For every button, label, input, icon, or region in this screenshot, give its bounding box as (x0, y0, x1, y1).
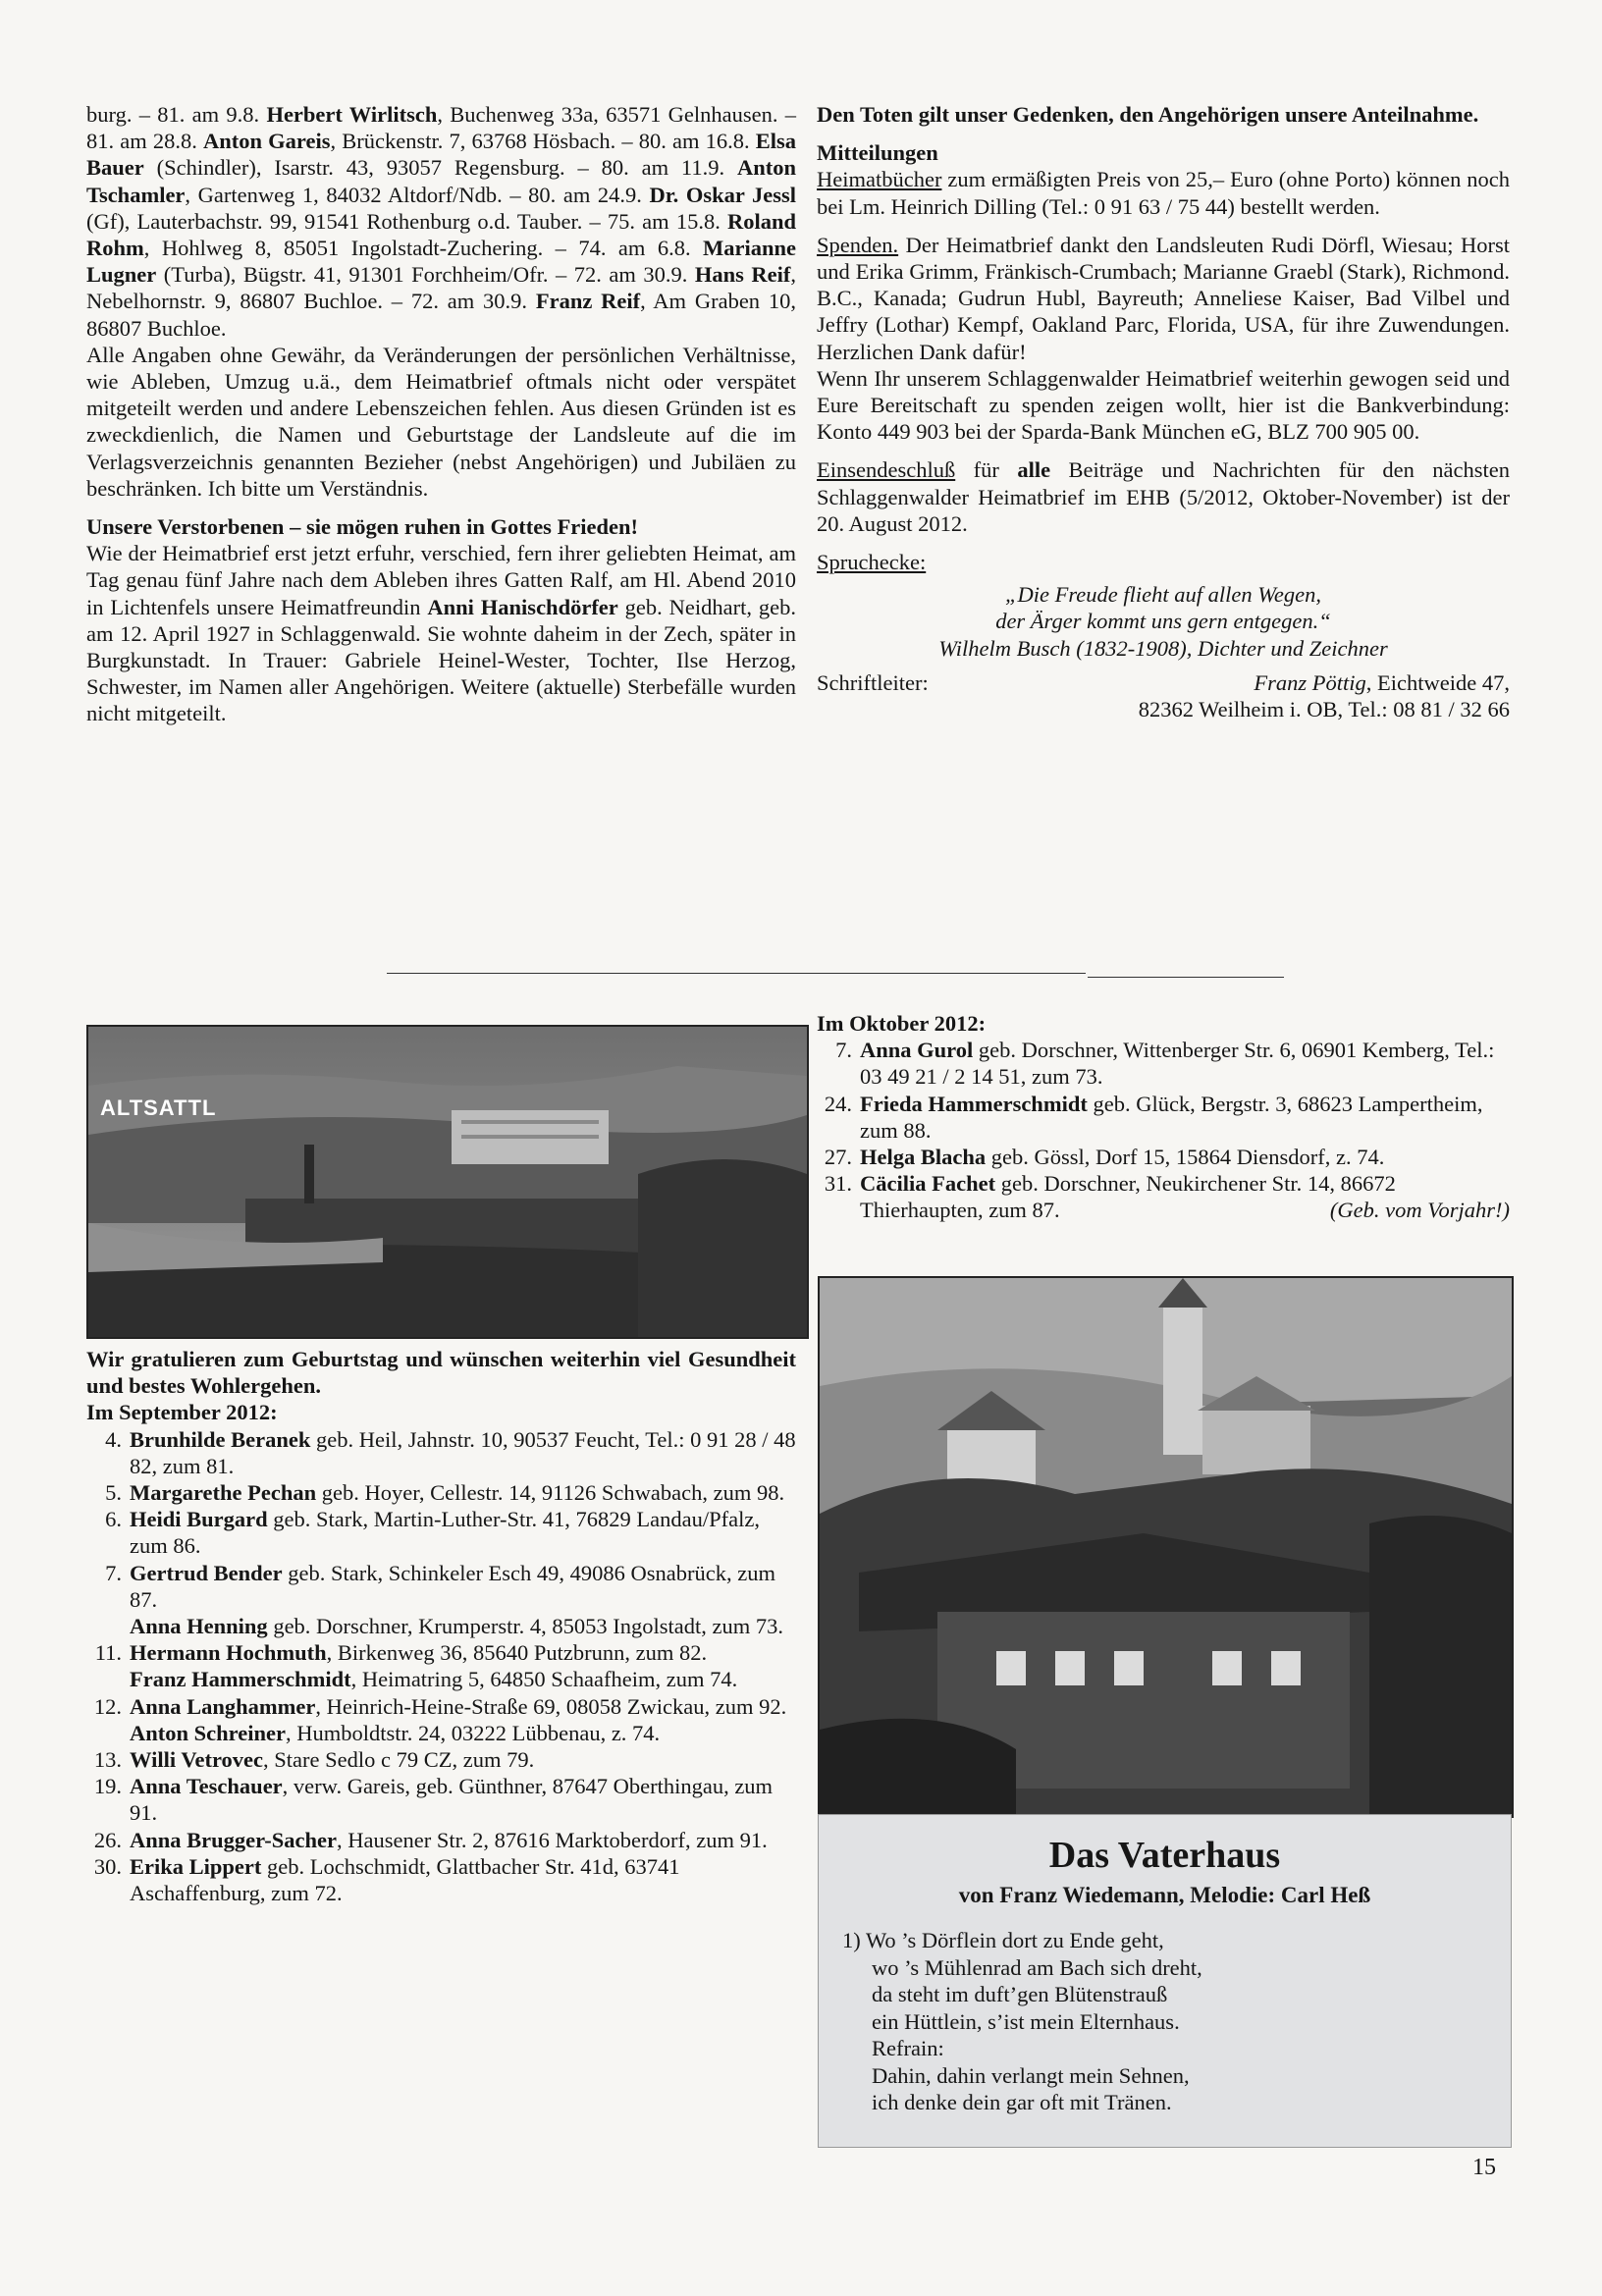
birthday-entry (817, 1091, 1510, 1144)
entry-details: , verw. Gareis, geb. Günthner, 87647 Oberthingau, zum 91. (130, 1774, 774, 1826)
birthday-entry (86, 1479, 796, 1506)
entry-name: Franz Hammerschmidt (130, 1667, 351, 1692)
birthdays-september (86, 1346, 796, 1906)
entry-details: , Stare Sedlo c 79 CZ, zum 79. (263, 1747, 535, 1773)
entry-details: geb. Lochschmidt, Glattbacher Str. 41d, 63741 Aschaffenburg, zum 72. (130, 1853, 680, 1906)
entry-name: Anna Gurol (860, 1038, 974, 1063)
september-list (86, 1426, 796, 1907)
entry-day: 12. (93, 1693, 122, 1719)
entry-name: Anna Langhammer (130, 1693, 316, 1719)
entry-day: 19. (93, 1774, 122, 1799)
entry-name: Erika Lippert (130, 1853, 262, 1879)
deceased-name: Anni Hanischdörfer (427, 594, 618, 619)
left-column-top (86, 101, 796, 727)
entry-name: Anna Teschauer (130, 1774, 283, 1799)
entry-name: Willi Vetrovec (130, 1747, 264, 1773)
refrain-line: Dahin, dahin verlangt mein Sehnen, (872, 2062, 1190, 2088)
previous-year-note: (Geb. vom Vorjahr!) (1329, 1198, 1510, 1223)
church-photo (818, 1276, 1514, 1818)
birthday-entry (86, 1720, 796, 1746)
entry-details: , Heimatring 5, 64850 Schaafheim, zum 74. (350, 1667, 738, 1692)
separator-rule-right (1088, 977, 1284, 978)
refrain-line: ich denke dein gar oft mit Tränen. (872, 2090, 1172, 2114)
entry-day: 26. (93, 1827, 122, 1852)
entry-day: 27. (824, 1145, 852, 1170)
entry-name: Gertrud Bender (130, 1560, 283, 1585)
birthday-entry (86, 1773, 796, 1826)
quote-line-2: der Ärger kommt uns gern entgegen.“ (995, 609, 1331, 634)
birthday-entry (86, 1666, 796, 1692)
editor-name: Franz Pöttig (1254, 669, 1366, 695)
verse-number: 1) (842, 1928, 861, 1952)
entry-details: , Heinrich-Heine-Straße 69, 08058 Zwickau, zum 92. (315, 1693, 787, 1719)
verse-line: ein Hüttlein, s’ist mein Elternhaus. (872, 2008, 1180, 2034)
birthdays-october (817, 1010, 1510, 1224)
entry-name: Helga Blacha (860, 1145, 987, 1170)
birthday-entry (86, 1426, 796, 1479)
entry-name: Frieda Hammerschmidt (860, 1091, 1088, 1116)
deceased-heading: Unsere Verstorbenen – sie mögen ruhen in Gottes Frieden! (86, 514, 639, 540)
entry-details: geb. Dorschner, Neukirchener Str. 14, 86672 Thierhaupten, zum 87. (860, 1171, 1396, 1223)
entry-details: geb. Glück, Bergstr. 3, 68623 Lampertheim, zum 88. (860, 1091, 1483, 1143)
church-photo-image (820, 1278, 1512, 1816)
entry-details: geb. Stark, Schinkeler Esch 49, 49086 Osnabrück, zum 87. (130, 1560, 776, 1612)
entry-details: geb. Hoyer, Cellestr. 14, 91126 Schwabach, zum 98. (316, 1480, 785, 1506)
donations-notice: Spenden. Der Heimatbrief dankt den Landsleuten Rudi Dörfl, Wiesau; Horst und Erika Grimm, Fränkisch-Crumbach; Marianne Graebl (Stark), Richmond. B.C., Kanada; Gudrun Hubl, Bayreuth; Anneliese Kaiser, Bad Vilbel und Jeffry (Lothar) Kempf, Oakland Parc, Florida, USA, für ihre Zuwendungen. Herzlichen Dank dafür! (817, 232, 1510, 364)
birthday-entry (86, 1693, 796, 1720)
entry-details: geb. Stark, Martin-Luther-Str. 41, 76829 Landau/Pfalz, zum 86. (130, 1507, 760, 1559)
birthday-entry (86, 1639, 796, 1666)
altsattl-photo-image (88, 1027, 807, 1337)
entry-name: Heidi Burgard (130, 1507, 268, 1532)
notices-heading: Mitteilungen (817, 140, 938, 166)
right-column-top (817, 101, 1510, 722)
entry-details: , Birkenweg 36, 85640 Putzbrunn, zum 82. (326, 1640, 708, 1666)
editor-line: Schriftleiter: Franz Pöttig, Eichtweide 47, (817, 669, 1510, 695)
entry-details: geb. Heil, Jahnstr. 10, 90537 Feucht, Tel.: 0 91 28 / 48 82, zum 81. (130, 1426, 796, 1478)
entry-day: 11. (94, 1640, 122, 1666)
entry-day: 31. (824, 1171, 852, 1197)
entry-day: 24. (824, 1091, 852, 1116)
birthday-entry (86, 1613, 796, 1639)
entry-name: Anna Henning (130, 1614, 268, 1639)
song-verse (819, 1927, 1511, 2116)
separator-rule-left (387, 973, 1086, 974)
deceased-text: Wie der Heimatbrief erst jetzt erfuhr, verschied, fern ihrer geliebten Heimat, am Tag genau fünf Jahre nach dem Ableben ihres Gatten Ralf, am Hl. Abend 2010 in Lichtenfels unsere Heimatfreundin Anni Hanischdörfer geb. Neidhart, geb. am 12. April 1927 in Schlaggenwald. Sie wohnte daheim in der Zech, später in Burgkunstadt. In Trauer: Gabriele Heinel-Wester, Tochter, Ilse Herzog, Schwester, im Namen aller Angehörigen. Weitere (aktuelle) Sterbefälle wurden nicht mitgeteilt. (86, 541, 796, 726)
birthday-entry (86, 1506, 796, 1559)
entry-details: geb. Gössl, Dorf 15, 15864 Diensdorf, z. 74. (986, 1145, 1385, 1170)
birthday-entry (817, 1037, 1510, 1090)
birthday-entry (86, 1746, 796, 1773)
entry-details: , Hausener Str. 2, 87616 Marktoberdorf, zum 91. (337, 1827, 768, 1852)
page-number: 15 (1472, 2155, 1496, 2180)
birthday-entry (817, 1144, 1510, 1170)
birthday-entry (86, 1827, 796, 1853)
song-subtitle: von Franz Wiedemann, Melodie: Carl Heß (958, 1883, 1371, 1907)
vaterhaus-song-box (818, 1814, 1512, 2148)
quote-label: Spruchecke: (817, 550, 927, 575)
verse-line: da steht im duft’gen Blütenstrauß (872, 1982, 1168, 2006)
month-september: Im September 2012: (86, 1400, 278, 1425)
entry-details: geb. Dorschner, Krumperstr. 4, 85053 Ingolstadt, zum 73. (267, 1614, 783, 1639)
entry-day: 5. (105, 1480, 122, 1506)
entry-details: , Humboldtstr. 24, 03222 Lübbenau, z. 74. (285, 1720, 661, 1745)
entry-details: geb. Dorschner, Wittenberger Str. 6, 06901 Kemberg, Tel.: 03 49 21 / 2 14 51, zum 73. (860, 1038, 1495, 1090)
books-notice: Heimatbücher zum ermäßigten Preis von 25,– Euro (ohne Porto) können noch bei Lm. Heinrich Dilling (Tel.: 0 91 63 / 75 44) bestellt werden. (817, 167, 1510, 219)
entry-name: Hermann Hochmuth (130, 1640, 327, 1666)
entry-day: 7. (835, 1038, 852, 1063)
editor-address: 82362 Weilheim i. OB, Tel.: 08 81 / 32 66 (1138, 697, 1510, 722)
quote-author: Wilhelm Busch (1832-1908), Dichter und Zeichner (938, 635, 1388, 661)
entry-name: Anton Schreiner (130, 1720, 286, 1745)
october-list (817, 1037, 1510, 1223)
entry-day: 4. (105, 1426, 122, 1452)
altsattl-photo (86, 1025, 809, 1339)
congratulations-heading: Wir gratulieren zum Geburtstag und wünschen weiterhin viel Gesundheit und bestes Wohlergehen. (86, 1347, 796, 1399)
song-title: Das Vaterhaus (1048, 1835, 1281, 1876)
refrain-label: Refrain: (872, 2036, 944, 2060)
month-october: Im Oktober 2012: (817, 1011, 987, 1036)
birthday-entry (817, 1170, 1510, 1223)
verse-line: wo ’s Mühlenrad am Bach sich dreht, (872, 1954, 1202, 1980)
birthday-entry (86, 1560, 796, 1613)
birthday-continuation: burg. – 81. am 9.8. Herbert Wirlitsch, Buchenweg 33a, 63571 Gelnhausen. – 81. am 28.8. Anton Gareis, Brückenstr. 7, 63768 Hösbach. – 80. am 16.8. Elsa Bauer (Schindler), Isarstr. 43, 93057 Regensburg. – 80. am 11.9. Anton Tschamler, Gartenweg 1, 84032 Altdorf/Ndb. – 80. am 24.9. Dr. Oskar Jessl (Gf), Lauterbachstr. 99, 91541 Rothenburg o.d. Tauber. – 75. am 15.8. Roland Rohm, Hohlweg 8, 85051 Ingolstadt-Zuchering. – 74. am 6.8. Marianne Lugner (Turba), Bügstr. 41, 91301 Forchheim/Ofr. – 72. am 30.9. Hans Reif, Nebelhornstr. 9, 86807 Buchloe. – 72. am 30.9. Franz Reif, Am Graben 10, 86807 Buchloe. (86, 102, 797, 341)
entry-name: Margarethe Pechan (130, 1480, 317, 1506)
condolence-text: Den Toten gilt unser Gedenken, den Angehörigen unsere Anteilnahme. (817, 102, 1479, 127)
verse-line: Wo ’s Dörflein dort zu Ende geht, (865, 1928, 1164, 1952)
altsattl-label: ALTSATTL (100, 1095, 217, 1120)
disclaimer-text: Alle Angaben ohne Gewähr, da Veränderungen der persönlichen Verhältnisse, wie Ableben, Umzug u.ä., dem Heimatbrief oftmals nicht oder verspätet mitgeteilt werden und andere Lebenszeichen fehlen. Aus diesen Gründen ist es zweckdienlich, die Namen und Geburtstage der Landsleute auf die im Verlagsverzeichnis genannten Bezieher (nebst Angehörigen) und Jubiläen zu beschränken. Ich bitte um Verständnis. (86, 342, 796, 501)
entry-day: 7. (105, 1560, 122, 1585)
entry-name: Anna Brugger-Sacher (130, 1827, 338, 1852)
bank-notice: Wenn Ihr unserem Schlaggenwalder Heimatbrief weiterhin gewogen seid und Eure Bereitschaft zu spenden zeigen wollt, hier ist die Bankverbindung: Konto 449 903 bei der Sparda-Bank München eG, BLZ 700 905 00. (817, 365, 1510, 445)
entry-name: Brunhilde Beranek (130, 1426, 311, 1452)
entry-day: 6. (105, 1507, 122, 1532)
birthday-entry (86, 1853, 796, 1906)
entry-day: 30. (93, 1853, 122, 1879)
quote-line-1: „Die Freude flieht auf allen Wegen, (1004, 582, 1322, 608)
deadline-notice: Einsendeschluß für alle Beiträge und Nachrichten für den nächsten Schlaggenwalder Heimatbrief im EHB (5/2012, Oktober-November) ist der 20. August 2012. (817, 457, 1510, 536)
entry-name: Cäcilia Fachet (860, 1171, 996, 1197)
entry-day: 13. (93, 1747, 122, 1773)
